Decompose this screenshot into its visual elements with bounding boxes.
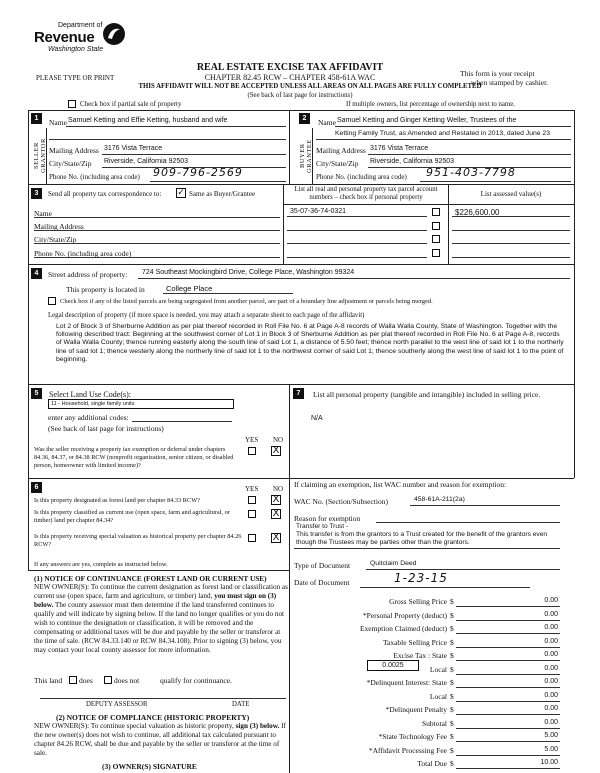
land-use-see-back: (See back of last page for instructions): [48, 424, 164, 433]
historic-question: Is this property receiving special valuation as historical property per chapter 84.26 RCW?: [34, 533, 242, 548]
totals-row-value[interactable]: 0.00: [544, 624, 558, 631]
totals-row-currency: $: [450, 664, 454, 674]
legal-description[interactable]: Lot 2 of Block 3 of Sherburne Addition as per plat thereof recorded in Roll File No. 6 at Page A-8 records of Walla Walla County, State of Washington. Together with the following described tract: Beginning at the southwest corner of Lot 1 in Block 3 of Sherburne Addition as per plat thereof recorded in Roll File No. 6 at Page A-8, records of Walla Walla County; thence running easterly along the south line of said Lot 1, a distance of 5.50 feet; thence north parallel to the west line of said lot 1 to the northerly line of said lot 1; thence westerly along the northerly line of said lot 1 to the northwest corner of said Lot 1; thence southerly along the west line of said lot 1 to the point of beginning.: [56, 323, 564, 363]
notice2-part-c: If the new owner(s) does not wish to continue, all additional tax calculated pursuant to chapter 84.26 RCW, shall be due and payable by the seller or transferor at the time of sale.: [34, 722, 286, 757]
parcel-personal-checkbox-4[interactable]: [432, 249, 440, 257]
notice2-part-b: sign (3) below.: [235, 722, 280, 730]
totals-row-label: *Delinquent Penalty: [385, 705, 447, 714]
section-6-number: 6: [31, 482, 42, 493]
buyer-mailing-label: Mailing Address: [316, 146, 366, 155]
seller-phone-label: Phone No. (including area code): [49, 173, 140, 181]
seller-city-label: City/State/Zip: [49, 159, 92, 168]
personal-property-value[interactable]: N/A: [311, 415, 323, 422]
located-in-label: This property is located in: [66, 285, 145, 294]
form-warning: THIS AFFIDAVIT WILL NOT BE ACCEPTED UNLESS ALL AREAS ON ALL PAGES ARE FULLY COMPLETED: [138, 83, 482, 90]
please-type: PLEASE TYPE OR PRINT: [36, 74, 115, 82]
doc-date-label: Date of Document: [294, 578, 350, 587]
seller-name[interactable]: Samuel Ketting and Effie Ketting, husband and wife: [68, 117, 228, 124]
totals-row-currency: $: [450, 597, 454, 606]
seller-city[interactable]: Riverside, California 92503: [104, 158, 189, 165]
totals-row-value[interactable]: 10.00: [540, 759, 558, 766]
totals-row-value[interactable]: 0.00: [544, 705, 558, 712]
totals-row-label: Local: [429, 691, 447, 701]
totals-row-value[interactable]: 0.00: [544, 610, 558, 618]
owner-signature-label: (3) OWNER(S) SIGNATURE: [102, 762, 197, 771]
wac-label: WAC No. (Section/Subsection): [294, 497, 388, 506]
totals-row-label: Subtotal: [421, 718, 447, 728]
receipt-note-1: This form is your receipt: [460, 69, 535, 78]
notice-continuance-title: (1) NOTICE OF CONTINUANCE (FOREST LAND OR CURRENT USE): [34, 574, 267, 583]
qualify-label: qualify for continuance.: [160, 676, 232, 685]
send-correspondence-label: Send all property tax correspondence to:: [48, 190, 162, 198]
street-address[interactable]: 724 Southeast Mockingbird Drive, College Place, Washington 99324: [142, 269, 355, 276]
notice-compliance-text: [34, 722, 288, 758]
totals-row-label: Total Due: [417, 759, 447, 768]
parcel-personal-checkbox-2[interactable]: [432, 222, 440, 230]
seller-name-label: Name: [49, 118, 67, 127]
notice2-part-a: NEW OWNER(S): To continue special valuation as historic property,: [34, 722, 234, 730]
doc-type[interactable]: Quitclaim Deed: [370, 560, 417, 567]
doc-date[interactable]: 1-23-15: [394, 571, 448, 585]
parcel-list-header: List all real and personal property tax parcel account numbers – check box if personal property: [294, 186, 438, 201]
section-3-number: 3: [31, 188, 42, 199]
doc-type-label: Type of Document: [294, 561, 351, 570]
parcel-number[interactable]: 35-07-36-74-0321: [290, 208, 347, 215]
sec3-city-label: City/State/Zip: [34, 235, 77, 244]
tax-rate-box[interactable]: 0.0025: [367, 660, 419, 671]
totals-row-value[interactable]: 0.00: [544, 637, 558, 645]
totals-row-label: Gross Selling Price: [389, 597, 447, 606]
parcel-personal-checkbox-3[interactable]: [432, 235, 440, 243]
current-use-question: Is this property classified as current use (open space, farm and agricultural, or timber) land per chapter 84.34?: [34, 509, 230, 524]
buyer-city[interactable]: Riverside, California 92503: [370, 158, 455, 165]
sec6-no: NO: [273, 485, 284, 493]
partial-sale-label: Check box if partial sale of property: [80, 100, 182, 108]
section-2-number: 2: [299, 113, 310, 124]
deputy-date-label: DATE: [232, 701, 250, 708]
land-does-checkbox[interactable]: [69, 676, 77, 684]
current-use-no-checkbox[interactable]: X: [272, 508, 280, 519]
land-does-label: does: [79, 676, 93, 685]
exemption-question: Was the seller receiving a property tax exemption or deferral under chapters 84.36, 84.37, or 84.38 RCW (nonprofit organization, senior citizen, or disabled person, homeowner with limited income)?: [34, 446, 234, 469]
street-address-label: Street address of property:: [48, 270, 128, 279]
totals-row-value[interactable]: 0.00: [544, 718, 558, 726]
totals-row-currency: $: [450, 637, 454, 647]
notice1-part-a: NEW OWNER(S): To continue the current designation as forest land or classification as current use (open space, farm and agriculture, or timber) land,: [34, 583, 288, 600]
current-use-yes-checkbox[interactable]: [248, 510, 256, 518]
logo-state: Washington State: [48, 46, 104, 53]
buyer-city-label: City/State/Zip: [316, 159, 359, 168]
seller-mailing-label: Mailing Address: [49, 146, 99, 155]
segregated-checkbox[interactable]: [48, 297, 56, 305]
forest-land-question: Is this property designated as forest land per chapter 84.33 RCW?: [34, 497, 200, 504]
totals-row-currency: $: [450, 610, 454, 620]
seller-grantor-label: SELLER GRANTOR: [33, 138, 47, 174]
totals-row-currency: $: [450, 745, 454, 755]
totals-row-currency: $: [450, 732, 454, 741]
assessed-value[interactable]: $226,600.00: [455, 208, 500, 217]
totals-row-label: Local: [429, 664, 447, 674]
personal-property-label: List all personal property (tangible and intangible) included in selling price.: [313, 390, 541, 399]
multiple-owners-note: If multiple owners, list percentage of ownership next to name.: [346, 101, 515, 108]
totals-row-value[interactable]: 0.00: [544, 678, 558, 685]
buyer-name-2[interactable]: Ketting Family Trust, as Amended and Restated in 2013, dated June 23: [335, 130, 550, 137]
parcel-personal-checkbox-1[interactable]: [432, 208, 440, 216]
land-does-not-label: does not: [114, 676, 140, 685]
reason-label: Reason for exemption: [294, 514, 361, 523]
revenue-swirl-icon: [102, 22, 126, 46]
section-1-number: 1: [31, 113, 42, 124]
wac-number[interactable]: 458-61A-211(2a): [414, 496, 465, 503]
dor-logo: [34, 20, 129, 64]
notice1-part-b: you must sign on (3) below.: [34, 592, 277, 609]
buyer-mailing[interactable]: 3176 Vista Terrace: [370, 145, 429, 152]
seller-mailing[interactable]: 3176 Vista Terrace: [104, 145, 163, 152]
exemption-no-checkbox[interactable]: X: [272, 445, 280, 456]
buyer-phone[interactable]: 951-403-7798: [426, 166, 516, 179]
form-see-back: (See back of last page for instructions): [247, 92, 353, 99]
located-in[interactable]: College Place: [166, 284, 213, 293]
totals-row-currency: $: [450, 691, 454, 701]
sec5-yes: YES: [245, 436, 259, 444]
totals-row-currency: $: [450, 705, 454, 714]
buyer-grantee-label: BUYER GRANTEE: [299, 139, 313, 173]
historic-yes-checkbox[interactable]: [248, 534, 256, 542]
reason-line-2[interactable]: This transfer is from the grantors to a Trust created for the benefit of the grantors even though the Trustees may be parties other than the grantors.: [296, 531, 548, 546]
exemption-yes-checkbox[interactable]: [248, 447, 256, 455]
totals-row-value[interactable]: 0.00: [544, 651, 558, 658]
seller-phone[interactable]: 909-796-2569: [153, 166, 243, 179]
legal-description-label: Legal description of property (if more space is needed, you may attach a separate sheet to each page of the affidavit): [48, 312, 365, 319]
logo-revenue: Revenue: [34, 29, 95, 46]
sec3-mailing-label: Mailing Address: [34, 222, 84, 231]
totals-row-label: *Affidavit Processing Fee: [368, 745, 447, 755]
totals-row-value[interactable]: 0.00: [544, 597, 558, 604]
totals-row-value[interactable]: 0.00: [544, 691, 558, 699]
notice1-part-c: The county assessor must then determine if the land transferred continues to qualify and will indicate by signing below. If the land no longer qualifies or you do not wish to continue the designation or classification, it will be removed and the compensating or additional taxes will be due and payable by the seller or transferor at the time of sale. (RCW 84.33.140 or RCW 84.34.108). Prior to signing (3) below, you may contact your local county assessor for more information.: [34, 601, 285, 654]
historic-no-checkbox[interactable]: X: [272, 532, 280, 543]
this-land-label: This land: [34, 676, 63, 685]
notice-compliance-title: (2) NOTICE OF COMPLIANCE (HISTORIC PROPERTY): [56, 713, 250, 722]
totals-row-label: Excise Tax : State: [393, 651, 447, 660]
buyer-phone-label: Phone No. (including area code): [316, 173, 407, 181]
assessed-header: List assessed value(s): [480, 190, 542, 198]
land-does-not-checkbox[interactable]: [104, 676, 112, 684]
totals-row-currency: $: [450, 624, 454, 633]
land-use-label: Select Land Use Code(s):: [49, 390, 131, 399]
totals-row-currency: $: [450, 718, 454, 728]
buyer-name-1[interactable]: Samuel Ketting and Ginger Ketting Weller, Trustees of the: [337, 117, 517, 124]
totals-row-currency: $: [450, 678, 454, 687]
totals-row-value[interactable]: 0.00: [544, 664, 558, 672]
section-7-number: 7: [293, 388, 304, 399]
sec5-no: NO: [273, 436, 284, 444]
land-use-select[interactable]: 11 - Household, single family units: [48, 399, 234, 409]
forest-no-checkbox[interactable]: X: [272, 494, 280, 505]
totals-row-label: Exemption Claimed (deduct): [359, 624, 447, 633]
additional-codes-label: enter any additional codes:: [48, 413, 129, 422]
section-4-number: 4: [31, 268, 42, 279]
totals-row-value[interactable]: 5.00: [544, 745, 558, 753]
partial-sale-checkbox[interactable]: [68, 100, 76, 108]
reason-line-1[interactable]: Transfer to Trust -: [296, 523, 349, 530]
sec3-name-label: Name: [34, 209, 52, 218]
totals-row-label: Taxable Selling Price: [382, 637, 447, 647]
totals-row-currency: $: [450, 651, 454, 660]
forest-yes-checkbox[interactable]: [248, 496, 256, 504]
same-as-buyer-checkbox[interactable]: ✓: [177, 188, 185, 198]
buyer-name-label: Name: [318, 118, 336, 127]
form-title: REAL ESTATE EXCISE TAX AFFIDAVIT: [196, 62, 384, 73]
totals-row-value[interactable]: 5.00: [544, 732, 558, 739]
totals-row-currency: $: [450, 759, 454, 768]
same-as-buyer-label: Same as Buyer/Grantee: [189, 190, 256, 198]
totals-row-label: *Personal Property (deduct): [362, 610, 447, 620]
totals-row-label: *Delinquent Interest: State: [366, 678, 447, 687]
section-5-number: 5: [31, 388, 42, 399]
deputy-assessor-label: DEPUTY ASSESSOR: [86, 701, 148, 708]
receipt-note-2: when stamped by cashier.: [471, 78, 549, 87]
if-any-yes: If any answers are yes, complete as instructed below.: [34, 561, 168, 568]
logo-dept-of: Department of: [58, 22, 103, 29]
sec6-yes: YES: [245, 485, 259, 493]
segregated-label: Check box if any of the listed parcels are being segregated from another parcel, are part of a boundary line adjustment or parcels being merged.: [60, 298, 433, 305]
claim-exemption-label: If claiming an exemption, list WAC number and reason for exemption:: [294, 480, 507, 489]
totals-row-label: *State Technology Fee: [378, 732, 447, 741]
notice-continuance-text: [34, 583, 288, 655]
sec3-phone-label: Phone No. (including area code): [34, 249, 132, 258]
form-chapter: CHAPTER 82.45 RCW – CHAPTER 458-61A WAC: [204, 73, 376, 82]
